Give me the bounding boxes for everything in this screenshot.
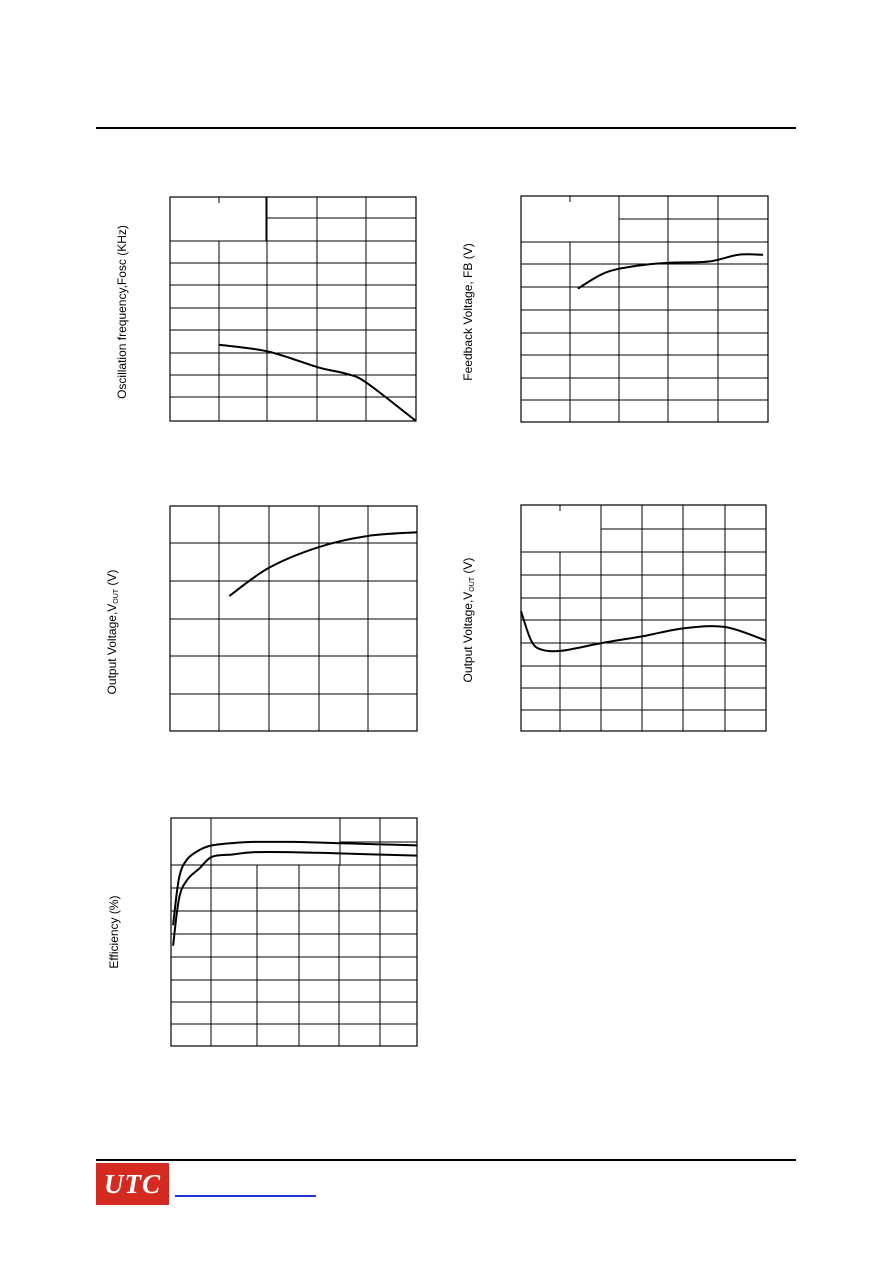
grid-lines	[170, 197, 416, 421]
chart-2	[461, 196, 768, 422]
plot-frame	[521, 196, 768, 422]
series-line-1	[521, 611, 766, 651]
chart-1	[115, 197, 416, 421]
chart-3	[105, 506, 417, 731]
y-axis-label: Output Voltage,VOUT (V)	[461, 557, 476, 683]
chart-5	[107, 818, 417, 1046]
series-line-1	[578, 254, 763, 288]
y-axis-label: Feedback Voltage, FB (V)	[461, 243, 475, 381]
series-line-1	[229, 532, 417, 596]
grid-lines	[521, 196, 768, 422]
plot-frame	[170, 197, 416, 421]
logo-text: UTC	[104, 1168, 161, 1199]
utc-logo	[96, 1163, 169, 1205]
footer-rule	[96, 1159, 796, 1161]
grid-lines	[170, 506, 417, 731]
plot-frame	[521, 505, 766, 731]
y-axis-label: Output Voltage,VOUT (V)	[105, 569, 120, 695]
y-axis-label: Oscillation frequency,Fosc (KHz)	[115, 225, 129, 399]
grid-lines	[521, 505, 766, 731]
y-axis-label: Efficiency (%)	[107, 895, 121, 969]
chart-4	[461, 505, 766, 731]
series-line-1	[219, 345, 416, 421]
footer-link[interactable]	[175, 1195, 316, 1197]
